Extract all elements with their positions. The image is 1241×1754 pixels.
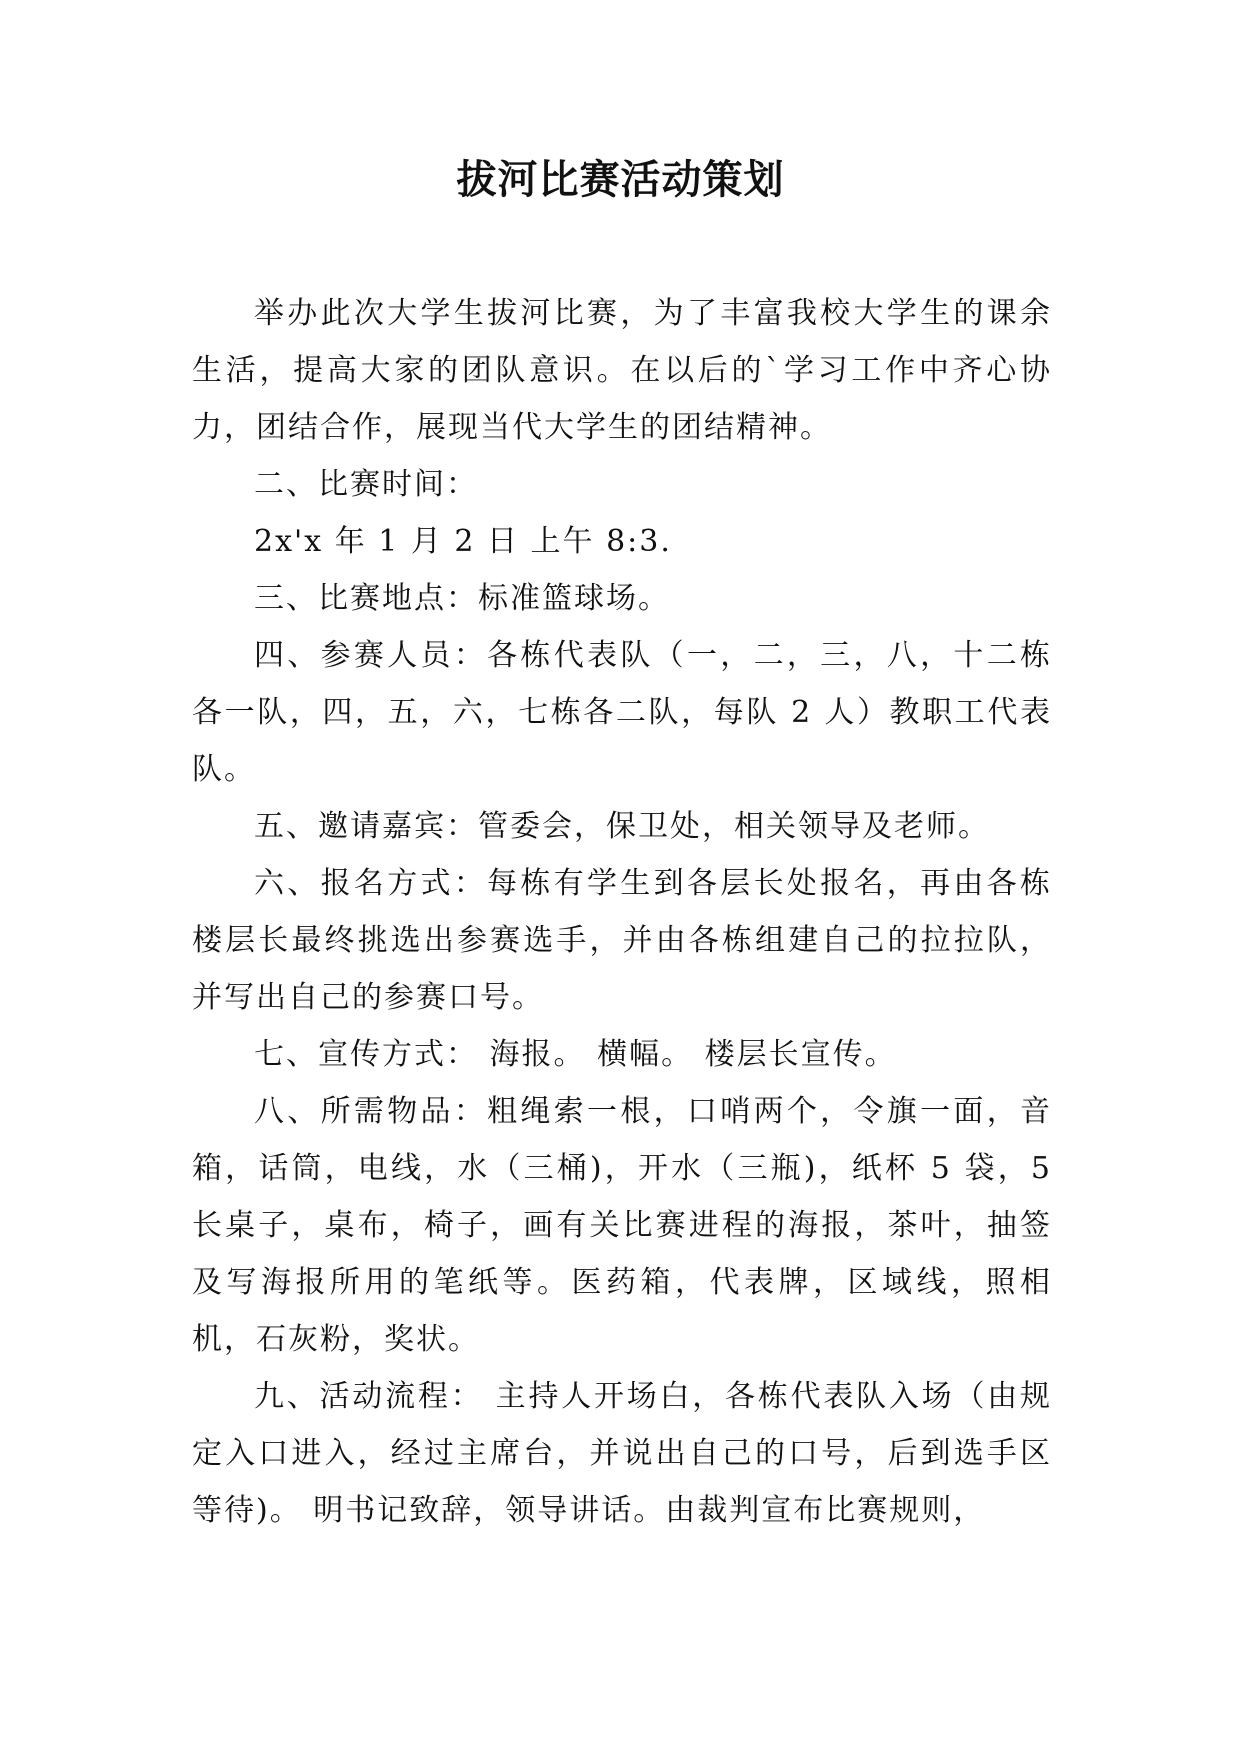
paragraph-registration: 六、报名方式：每栋有学生到各层长处报名，再由各栋楼层长最终挑选出参赛选手，并由各栋组建自己的拉拉队，并写出自己的参赛口号。 xyxy=(192,866,1052,1015)
document-title: 拔河比赛活动策划 xyxy=(456,156,785,203)
paragraph-participants: 四、参赛人员：各栋代表队（一，二，三，八，十二栋各一队，四，五，六，七栋各二队，每队 2 人）教职工代表队。 xyxy=(192,638,1052,787)
paragraph-time-value: 2x'x 年 1 月 2 日 上午 8:3. xyxy=(254,524,672,559)
paragraph-publicity: 七、宣传方式： 海报。 横幅。 楼层长宣传。 xyxy=(254,1037,897,1072)
document-body xyxy=(192,285,1052,1539)
paragraph-procedure: 九、活动流程： 主持人开场白，各栋代表队入场（由规定入口进入，经过主席台，并说出自己的口号，后到选手区等待)。 明书记致辞，领导讲话。由裁判宣布比赛规则， xyxy=(192,1379,1052,1528)
paragraph-time-heading: 二、比赛时间： xyxy=(254,467,478,502)
paragraph-supplies: 八、所需物品：粗绳索一根，口哨两个，令旗一面，音箱，话筒，电线，水（三桶)，开水（三瓶)，纸杯 5 袋，5 长桌子，桌布，椅子，画有关比赛进程的海报，茶叶，抽签及写海报所用的笔纸等。医药箱，代表牌，区域线，照相机，石灰粉，奖状。 xyxy=(192,1094,1052,1357)
paragraph-location: 三、比赛地点：标准篮球场。 xyxy=(254,581,670,616)
paragraph-intro: 举办此次大学生拔河比赛，为了丰富我校大学生的课余生活，提高大家的团队意识。在以后的`学习工作中齐心协力，团结合作，展现当代大学生的团结精神。 xyxy=(192,296,1052,445)
paragraph-guests: 五、邀请嘉宾：管委会，保卫处，相关领导及老师。 xyxy=(254,809,990,844)
